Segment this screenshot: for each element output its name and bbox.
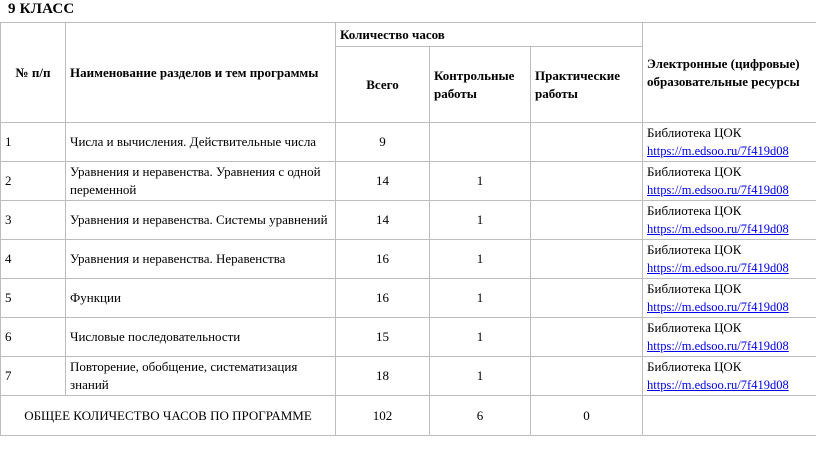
- resource-link[interactable]: https://m.edsoo.ru/7f419d08: [647, 144, 789, 158]
- row-tests: 1: [430, 357, 531, 396]
- table-row: [1, 240, 816, 279]
- footer-total-hours: 102: [336, 396, 430, 436]
- table-row: [1, 357, 816, 396]
- row-resources: [643, 123, 816, 162]
- row-section-name: Числовые последовательности: [66, 318, 336, 357]
- row-total-hours: 14: [336, 201, 430, 240]
- table-row: [1, 201, 816, 240]
- resource-library-label: Библиотека ЦОК: [647, 125, 742, 140]
- header-tests: Контрольные работы: [430, 47, 531, 123]
- table-row: [1, 123, 816, 162]
- header-section-name: Наименование разделов и тем программы: [66, 23, 336, 123]
- row-practical: [531, 240, 643, 279]
- row-practical: [531, 123, 643, 162]
- row-resources: [643, 357, 816, 396]
- row-tests: 1: [430, 240, 531, 279]
- resource-library-label: Библиотека ЦОК: [647, 242, 742, 257]
- table-row: [1, 162, 816, 201]
- resource-link[interactable]: https://m.edsoo.ru/7f419d08: [647, 261, 789, 275]
- row-resources: [643, 240, 816, 279]
- resource-link[interactable]: https://m.edsoo.ru/7f419d08: [647, 300, 789, 314]
- row-section-name: Повторение, обобщение, систематизация знаний: [66, 357, 336, 396]
- row-total-hours: 16: [336, 240, 430, 279]
- header-resources: Электронные (цифровые) образовательные ресурсы: [643, 23, 816, 123]
- row-total-hours: 18: [336, 357, 430, 396]
- row-number: 5: [1, 279, 66, 318]
- row-number: 3: [1, 201, 66, 240]
- footer-total-label: ОБЩЕЕ КОЛИЧЕСТВО ЧАСОВ ПО ПРОГРАММЕ: [1, 396, 336, 436]
- header-number: № п/п: [1, 23, 66, 123]
- row-number: 2: [1, 162, 66, 201]
- row-section-name: Функции: [66, 279, 336, 318]
- row-practical: [531, 201, 643, 240]
- resource-link[interactable]: https://m.edsoo.ru/7f419d08: [647, 339, 789, 353]
- resource-link[interactable]: https://m.edsoo.ru/7f419d08: [647, 222, 789, 236]
- resource-library-label: Библиотека ЦОК: [647, 164, 742, 179]
- resource-library-label: Библиотека ЦОК: [647, 203, 742, 218]
- row-tests: 1: [430, 201, 531, 240]
- resource-link[interactable]: https://m.edsoo.ru/7f419d08: [647, 378, 789, 392]
- resource-library-label: Библиотека ЦОК: [647, 359, 742, 374]
- row-practical: [531, 279, 643, 318]
- header-hours: Количество часов: [336, 23, 643, 47]
- row-section-name: Уравнения и неравенства. Системы уравнений: [66, 201, 336, 240]
- row-section-name: Уравнения и неравенства. Неравенства: [66, 240, 336, 279]
- row-number: 1: [1, 123, 66, 162]
- row-total-hours: 15: [336, 318, 430, 357]
- page-title: 9 КЛАСС: [8, 1, 75, 17]
- row-resources: [643, 201, 816, 240]
- footer-total-practical: 0: [531, 396, 643, 436]
- resource-library-label: Библиотека ЦОК: [647, 320, 742, 335]
- header-practical: Практические работы: [531, 47, 643, 123]
- row-tests: [430, 123, 531, 162]
- table-row: [1, 279, 816, 318]
- resource-library-label: Библиотека ЦОК: [647, 281, 742, 296]
- row-total-hours: 16: [336, 279, 430, 318]
- row-number: 4: [1, 240, 66, 279]
- table-row: [1, 318, 816, 357]
- row-practical: [531, 318, 643, 357]
- row-resources: [643, 279, 816, 318]
- row-tests: 1: [430, 279, 531, 318]
- row-number: 6: [1, 318, 66, 357]
- curriculum-table: [0, 22, 816, 436]
- row-tests: 1: [430, 162, 531, 201]
- row-tests: 1: [430, 318, 531, 357]
- footer-resources: [643, 396, 816, 436]
- row-section-name: Числа и вычисления. Действительные числа: [66, 123, 336, 162]
- row-resources: [643, 318, 816, 357]
- row-total-hours: 9: [336, 123, 430, 162]
- row-total-hours: 14: [336, 162, 430, 201]
- row-practical: [531, 162, 643, 201]
- row-practical: [531, 357, 643, 396]
- row-number: 7: [1, 357, 66, 396]
- header-total: Всего: [336, 47, 430, 123]
- row-section-name: Уравнения и неравенства. Уравнения с одной переменной: [66, 162, 336, 201]
- resource-link[interactable]: https://m.edsoo.ru/7f419d08: [647, 183, 789, 197]
- row-resources: [643, 162, 816, 201]
- footer-total-tests: 6: [430, 396, 531, 436]
